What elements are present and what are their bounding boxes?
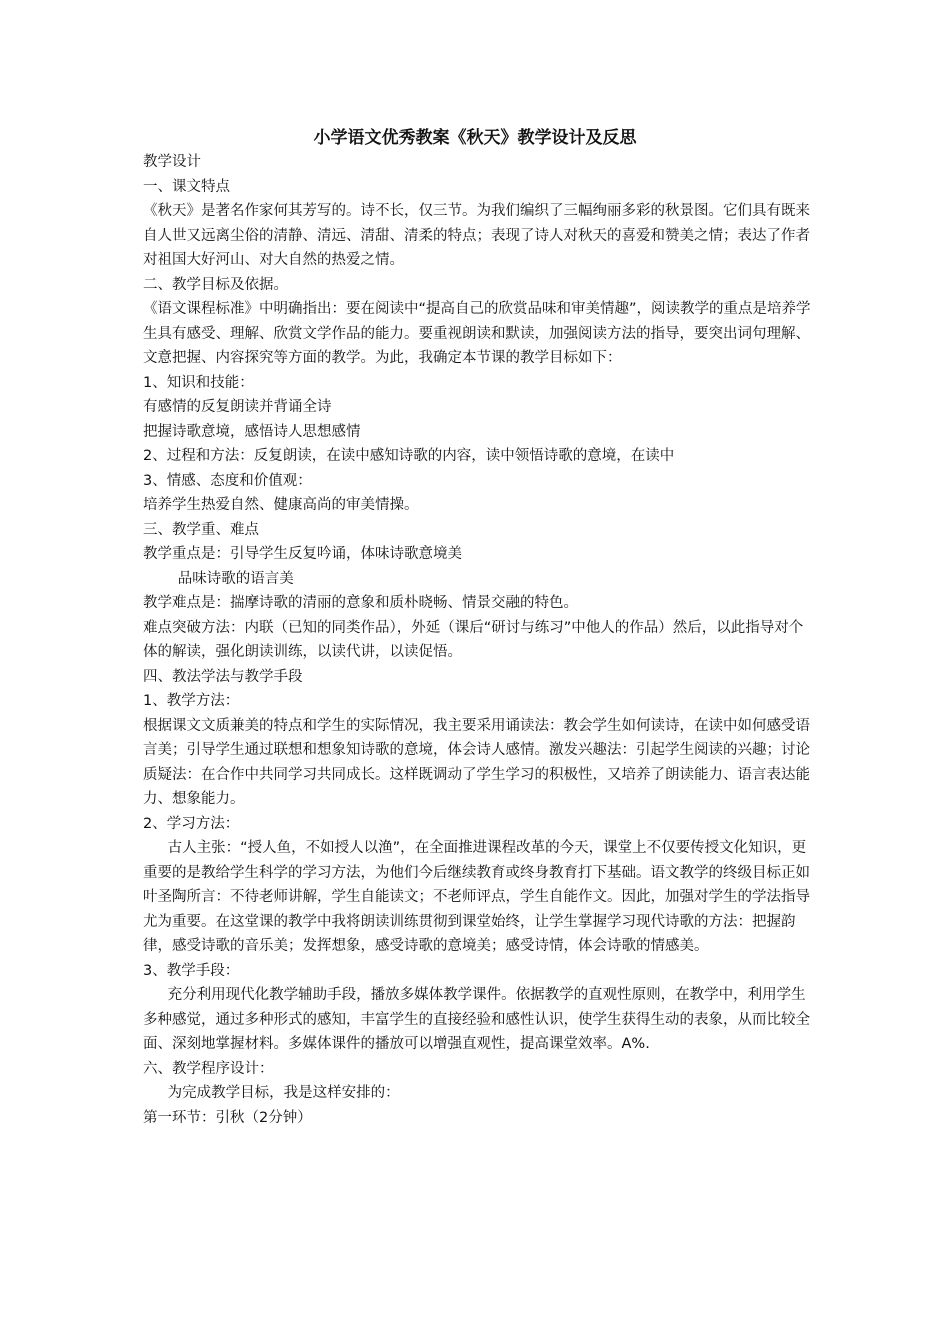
- paragraph: 《语文课程标准》中明确指出：要在阅读中“提高自己的欣赏品味和审美情趣”，阅读教学的重点是培养学生具有感受、理解、欣赏文学作品的能力。要重视朗读和默读，加强阅读方法的指导，要突出词句理解、文意把握、内容探究等方面的教学。为此，我确定本节课的教学目标如下：: [143, 301, 811, 366]
- paragraph: 古人主张：“授人鱼，不如授人以渔”，在全面推进课程改革的今天，课堂上不仅要传授文化知识，更重要的是教给学生科学的学习方法，为他们今后继续教育或终身教育打下基础。语文教学的终级目标正如叶圣陶所言：不待老师讲解，学生自能读文；不老师评点，学生自能作文。因此，加强对学生的学法指导尤为重要。在这堂课的教学中我将朗读训练贯彻到课堂始终，让学生掌握学习现代诗歌的方法：把握韵律，感受诗歌的音乐美；发挥想象，感受诗歌的意境美；感受诗情，体会诗歌的情感美。: [143, 840, 810, 954]
- section-heading: 六、教学程序设计：: [143, 1060, 274, 1077]
- document-body: [143, 150, 813, 1130]
- section-heading: 四、教法学法与教学手段: [143, 668, 303, 685]
- section-heading: 三、教学重、难点: [143, 521, 259, 538]
- paragraph: 教学难点是：揣摩诗歌的清丽的意象和质朴晓畅、情景交融的特色。: [143, 595, 578, 611]
- paragraph: 为完成教学目标，我是这样安排的：: [167, 1085, 400, 1101]
- paragraph: 充分利用现代化教学辅助手段，播放多媒体教学课件。依据教学的直观性原则，在教学中，利用学生多种感觉，通过多种形式的感知，丰富学生的直接经验和感性认识，使学生获得生动的表象，从而比较全面、深刻地掌握材料。多媒体课件的播放可以增强直观性，提高课堂效率。A%.: [143, 987, 810, 1052]
- section-heading: 一、课文特点: [143, 178, 230, 195]
- subsection-heading: 3、情感、态度和价值观：: [143, 472, 312, 489]
- subsection-heading: 1、教学方法：: [143, 693, 240, 709]
- paragraph: 难点突破方法：内联（已知的同类作品），外延（课后“研讨与练习”中他人的作品）然后，以此指导对个体的解读，强化朗读训练，以读代讲，以读促悟。: [143, 619, 804, 660]
- paragraph: 第一环节：引秋（2分钟）: [143, 1109, 312, 1126]
- paragraph-heading: 教学设计: [143, 154, 201, 170]
- paragraph: 2、过程和方法：反复朗读，在读中感知诗歌的内容，读中领悟诗歌的意境，在读中: [143, 448, 675, 464]
- paragraph: 《秋天》是著名作家何其芳写的。诗不长，仅三节。为我们编织了三幅绚丽多彩的秋景图。它们具有既来自人世又远离尘俗的清静、清远、清甜、清柔的特点；表现了诗人对秋天的喜爱和赞美之情；表达了作者对祖国大好河山、对大自然的热爱之情。: [143, 203, 810, 268]
- document-title: 小学语文优秀教案《秋天》教学设计及反思: [313, 128, 637, 148]
- subsection-heading: 1、知识和技能：: [143, 374, 254, 391]
- subsection-heading: 2、学习方法：: [143, 815, 240, 832]
- subsection-heading: 3、教学手段：: [143, 962, 240, 979]
- paragraph: 根据课文文质兼美的特点和学生的实际情况，我主要采用诵读法：教会学生如何读诗，在读中如何感受语言美；引导学生通过联想和想象知诗歌的意境，体会诗人感情。激发兴趣法：引起学生阅读的兴趣；讨论质疑法：在合作中共同学习共同成长。这样既调动了学生学习的积极性，又培养了朗读能力、语言表达能力、想象能力。: [143, 717, 810, 807]
- section-heading: 二、教学目标及依据。: [143, 276, 288, 293]
- paragraph: 培养学生热爱自然、健康高尚的审美情操。: [143, 497, 419, 513]
- paragraph: 有感情的反复朗读并背诵全诗: [143, 399, 332, 415]
- paragraph: 教学重点是：引导学生反复吟诵，体味诗歌意境美: [143, 546, 462, 562]
- paragraph-indented: 品味诗歌的语言美: [177, 570, 294, 587]
- paragraph: 把握诗歌意境，感悟诗人思想感情: [143, 423, 361, 440]
